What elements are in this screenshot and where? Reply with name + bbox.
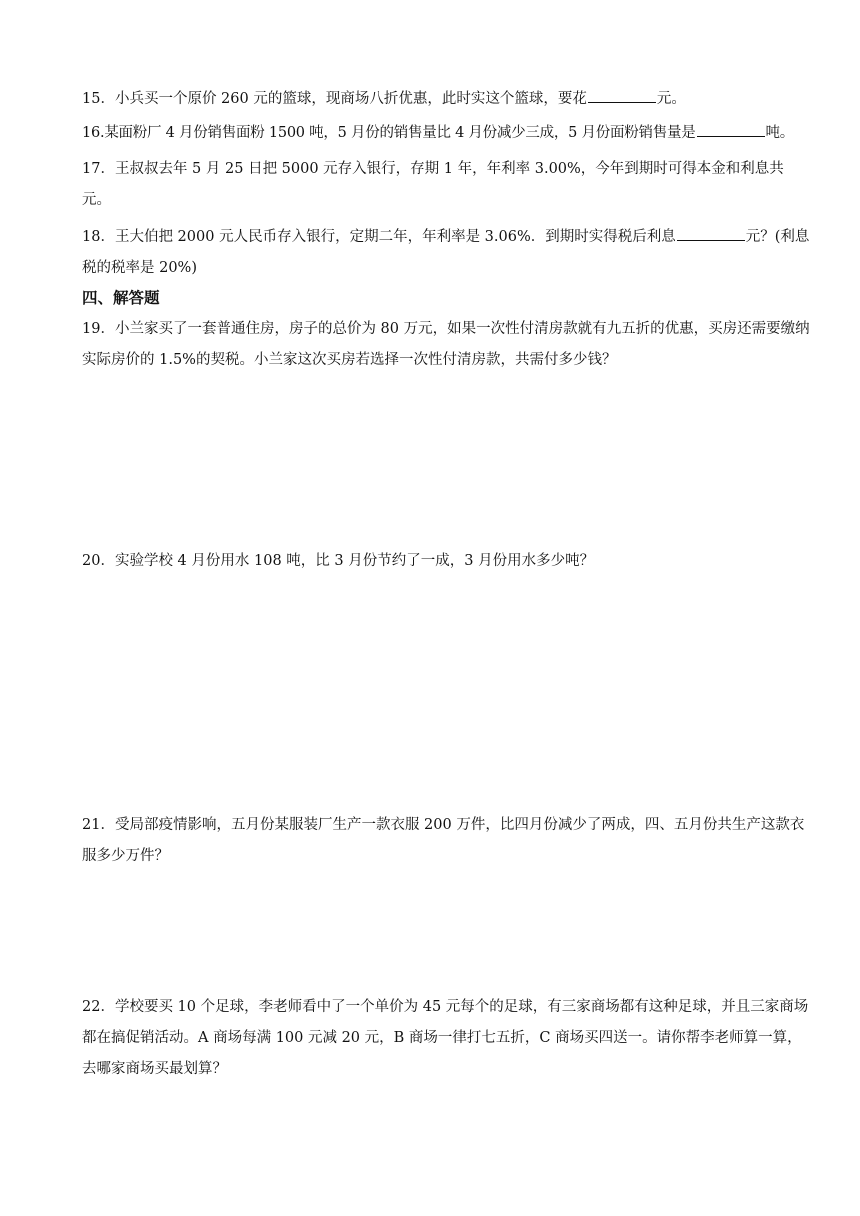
question-text-end: 元。 xyxy=(82,192,111,208)
question-text-end: 元。 xyxy=(656,91,686,107)
question-19 xyxy=(82,314,812,376)
question-number: 18． xyxy=(82,229,115,245)
question-number: 17． xyxy=(82,161,115,177)
question-text: 某面粉厂 4 月份销售面粉 1500 吨，5 月份的销售量比 4 月份减少三成，5 月份面粉销售量是 xyxy=(104,125,696,141)
question-17 xyxy=(82,154,812,216)
question-21 xyxy=(82,810,812,872)
question-text: 实验学校 4 月份用水 108 吨，比 3 月份节约了一成，3 月份用水多少吨？ xyxy=(114,553,595,569)
question-15 xyxy=(82,84,812,115)
question-text: 学校要买 10 个足球，李老师看中了一个单价为 45 元每个的足球，有三家商场都有这种足球，并且三家商场都在搞促销活动。A 商场每满 100 元减 20 元，B 商场一律打七五折，C 商场买四送一。请你帮李老师算一算，去哪家商场买最划算？ xyxy=(82,999,809,1077)
question-number: 16. xyxy=(82,125,105,141)
answer-blank[interactable] xyxy=(677,225,745,241)
question-number: 20． xyxy=(82,553,115,569)
question-text: 受局部疫情影响，五月份某服装厂生产一款衣服 200 万件，比四月份减少了两成，四、五月份共生产这款衣服多少万件？ xyxy=(82,817,805,864)
question-18 xyxy=(82,222,812,284)
answer-blank[interactable] xyxy=(697,121,765,137)
question-text: 小兰家买了一套普通住房，房子的总价为 80 万元，如果一次性付清房款就有九五折的优惠，买房还需要缴纳实际房价的 1.5%的契税。小兰家这次买房若选择一次性付清房款，共需付多少钱？ xyxy=(82,321,810,368)
answer-blank[interactable] xyxy=(588,87,656,103)
question-22 xyxy=(82,992,812,1085)
question-number: 21． xyxy=(82,817,115,833)
question-20 xyxy=(82,546,812,577)
question-text: 王大伯把 2000 元人民币存入银行，定期二年，年利率是 3.06%．到期时实得税后利息 xyxy=(114,229,676,245)
question-text: 小兵买一个原价 260 元的篮球，现商场八折优惠，此时实这个篮球，要花 xyxy=(114,91,587,107)
question-text: 王叔叔去年 5 月 25 日把 5000 元存入银行，存期 1 年，年利率 3.00%，今年到期时可得本金和利息共 xyxy=(114,161,784,177)
question-number: 19． xyxy=(82,321,115,337)
question-text-end: 元？(利息税的税率是 20%) xyxy=(82,229,810,276)
section-title: 四、解答题 xyxy=(82,289,160,307)
question-16 xyxy=(82,118,812,149)
question-number: 22． xyxy=(82,999,115,1015)
question-text-end: 吨。 xyxy=(765,125,794,141)
question-number: 15． xyxy=(82,91,115,107)
